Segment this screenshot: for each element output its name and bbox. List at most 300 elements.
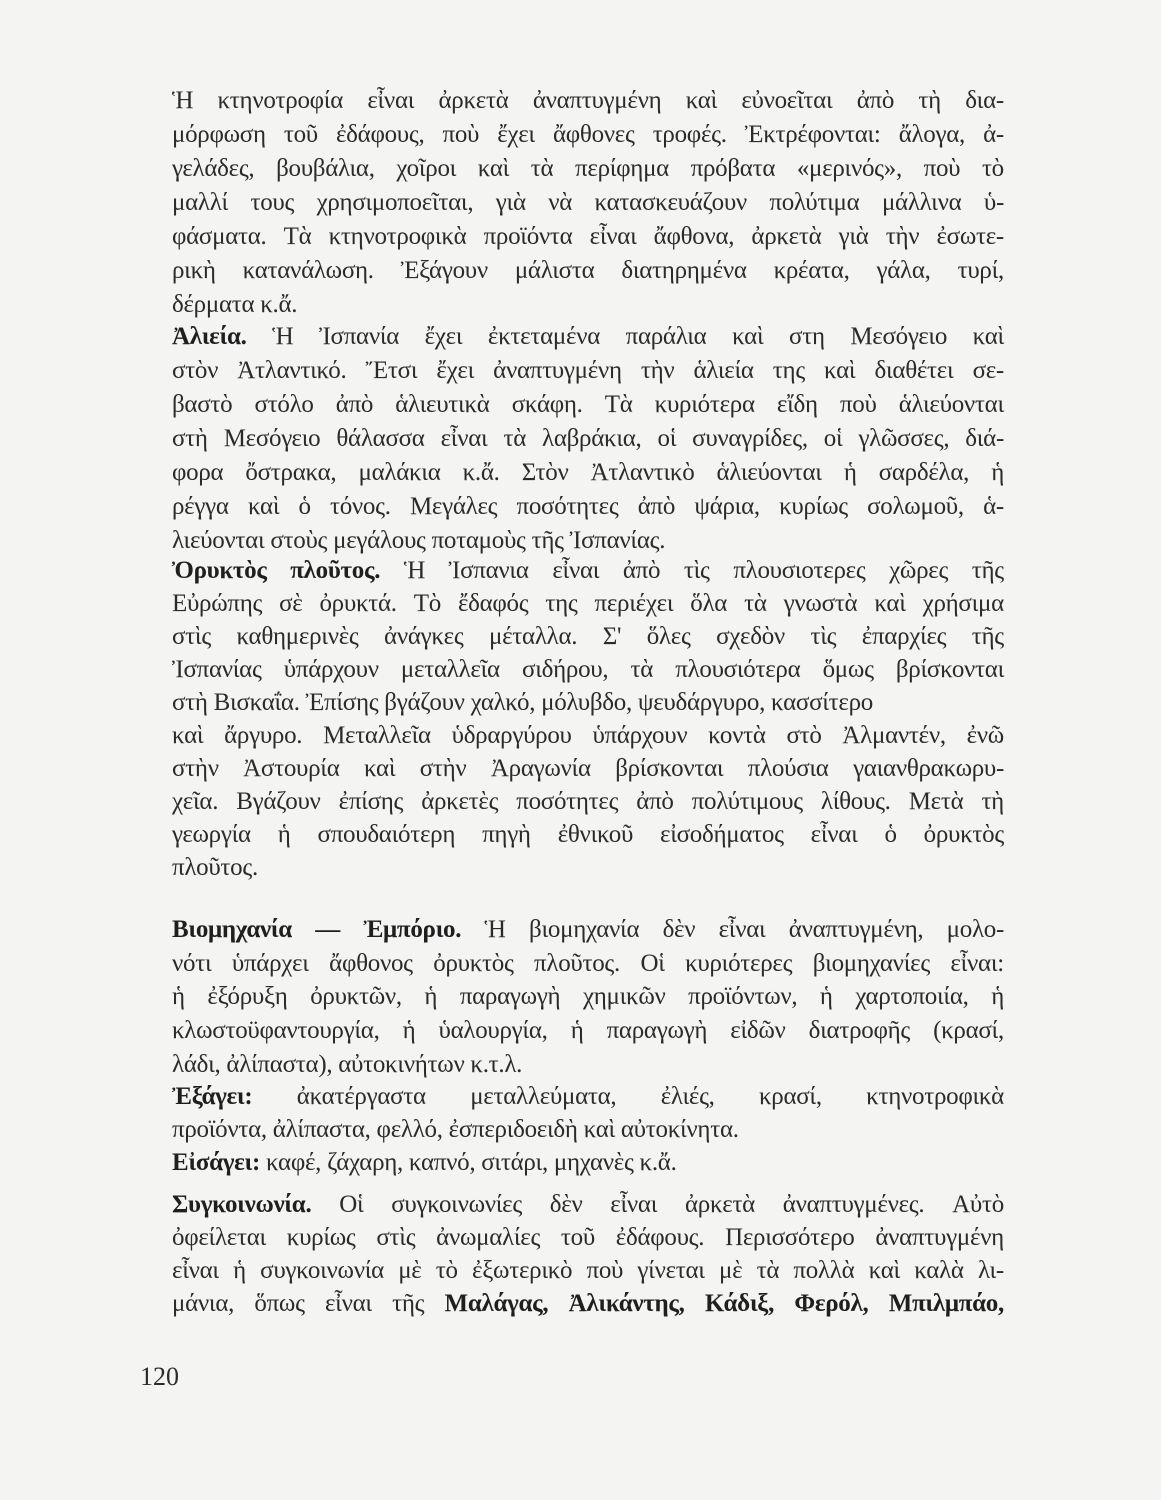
word: μολο- (946, 916, 1004, 943)
word: σὲ (279, 590, 303, 617)
word: ὑ- (983, 189, 1004, 216)
word: ἁλιεία (693, 357, 754, 384)
word: γαιανθρακωρυ- (853, 755, 1004, 782)
word: Εὐρώπης (172, 590, 263, 617)
word: μέταλλα. (488, 623, 578, 650)
word: περιέχει (594, 590, 674, 617)
text-segment: λιεύονται στοὺς μεγάλους ποταμοὺς τῆς Ἰσπανίας. (172, 527, 666, 554)
word: γλῶσσες, (858, 425, 950, 452)
word: σαρδέλα, (878, 459, 970, 486)
text-line (172, 949, 1004, 979)
word: πηγὴ (482, 821, 531, 848)
word: πλουσιότερα (675, 656, 801, 683)
word: διατηρημένα (621, 257, 747, 284)
word: κλωστοϋφαντουργία, (172, 1017, 380, 1044)
text-line (172, 120, 1004, 150)
word: Ἐξάγει: (172, 1083, 253, 1110)
word: ὅμως (822, 656, 874, 683)
word: Συγκοινωνία. (172, 1191, 312, 1218)
word: μεταλλεύματα, (470, 1083, 617, 1110)
word: γάλα, (876, 257, 931, 284)
word: κυριότερες (685, 950, 793, 977)
word: τῆς (392, 1290, 425, 1317)
word: οἱ (823, 425, 843, 452)
word: ἐδάφους, (335, 121, 425, 148)
word: ἄφθονες (552, 121, 635, 148)
word: πολύτιμους (691, 788, 803, 815)
word: Μεταλλεῖα (323, 722, 431, 749)
word: Οἱ (339, 1191, 364, 1218)
word: εἶναι (589, 223, 637, 250)
word: ὀρυκτὸς (923, 821, 1004, 848)
text-line (172, 222, 1004, 252)
word: περίφημα (575, 155, 669, 182)
word: Μεσόγειο (223, 425, 321, 452)
word: καὶ (972, 323, 1004, 350)
word: μὲ (719, 1257, 743, 1284)
word: μαλάκια (358, 459, 441, 486)
word: ὄστρακα, (245, 459, 337, 486)
word: χρήσιμα (922, 590, 1004, 617)
word: εἶναι (610, 1191, 658, 1218)
word: ἀναπτυγμένες. (782, 1191, 925, 1218)
word: μάλιστα (514, 257, 595, 284)
word: συναγρίδες, (692, 425, 808, 452)
word: Ἀτλαντικό. (237, 357, 347, 384)
text-line (172, 424, 1004, 454)
word: τὰ (630, 656, 654, 683)
word: τὴν (640, 357, 675, 384)
section-heading: Εἰσάγει: (172, 1149, 261, 1176)
word: ἐπίσης (338, 788, 404, 815)
word: εἰσοδήματος (660, 821, 784, 848)
word: ἀπὸ (335, 391, 374, 418)
word: ποσότητες (516, 493, 619, 520)
word: ἀρκετὰ (751, 223, 822, 250)
word: Μεσόγειο (850, 323, 948, 350)
word: ψάρια, (694, 493, 760, 520)
word: Αὐτὸ (952, 1191, 1004, 1218)
word: ἁλιεύονται (898, 391, 1004, 418)
word: κτηνοτροφικὰ (328, 223, 467, 250)
word: καὶ (732, 323, 764, 350)
word: τὰ (503, 425, 527, 452)
word: στὶς (376, 1224, 416, 1251)
word: ἁλιεύονται (716, 459, 822, 486)
text-line (172, 556, 1004, 586)
word: βρίσκονται (615, 755, 724, 782)
word: στόλο (254, 391, 314, 418)
word: Ἀτλαντικὸ (590, 459, 695, 486)
word: της (772, 357, 805, 384)
word: ἀρκετὲς (421, 788, 499, 815)
word: βαστὸ (172, 391, 233, 418)
word: ἡ (424, 983, 438, 1010)
word: κατασκευάζουν (594, 189, 747, 216)
word: τοῦ (283, 121, 318, 148)
text-line (172, 1223, 1004, 1253)
word: κρέατα, (773, 257, 850, 284)
word: ποσότητες (516, 788, 619, 815)
word: στὸ (786, 722, 822, 749)
word: «μερινός», (796, 155, 902, 182)
word: τυρί, (957, 257, 1004, 284)
word: Βγάζουν (236, 788, 321, 815)
word: ἡ (172, 983, 185, 1010)
text-segment: καφέ, ζάχαρη, καπνό, σιτάρι, μηχανὲς κ.ἄ. (260, 1149, 677, 1176)
text-line (172, 322, 1004, 352)
word: βιομηχανίες (812, 950, 930, 977)
text-line (172, 1190, 1004, 1220)
word: Ἡ (484, 916, 506, 943)
word: ἀ- (983, 121, 1004, 148)
word: Ἡ (272, 323, 294, 350)
word: Ἐκτρέφονται: (744, 121, 881, 148)
word: ἐδάφους. (615, 1224, 705, 1251)
word: ὀφείλεται (172, 1224, 266, 1251)
word: σχεδὸν (716, 623, 785, 650)
word: εἶναι (718, 916, 766, 943)
word: ἀναπτυγμένη (532, 87, 662, 114)
word: χεῖα. (172, 788, 219, 815)
text-line (172, 492, 1004, 522)
word: ὅπως (254, 1290, 305, 1317)
word: Ἀστουρία (243, 755, 340, 782)
word: Μεγάλες (409, 493, 498, 520)
word: ἐνῶ (966, 722, 1004, 749)
word: ἡ (843, 459, 857, 486)
word: γελάδες, (172, 155, 255, 182)
word: τῆς (971, 557, 1004, 584)
text-line (172, 256, 1004, 286)
text-line (172, 356, 1004, 386)
word: ἐκτεταμένα (487, 323, 601, 350)
word: Τὰ (604, 391, 633, 418)
word: γίνεται (637, 1257, 705, 1284)
word: χημικῶν (582, 983, 666, 1010)
word: καλὰ (914, 1257, 964, 1284)
text-line (172, 1256, 1004, 1286)
word: Ἐξάγουν (400, 257, 488, 284)
word: παραγωγὴ (606, 1017, 708, 1044)
word: καὶ (172, 722, 204, 749)
text-line (172, 390, 1004, 420)
word: συγκοινωνία (260, 1257, 384, 1284)
word: ἡ (277, 821, 291, 848)
word: ὑπάρχουν (592, 722, 688, 749)
word: ἁ- (983, 493, 1004, 520)
word: καθημερινὲς (236, 623, 359, 650)
word: δια- (965, 87, 1004, 114)
word: ἁλιευτικὰ (395, 391, 490, 418)
word: γιὰ (838, 223, 869, 250)
word: ἐπαρχίες (861, 623, 947, 650)
word: Τὸ (413, 590, 441, 617)
word: φάσματα. (172, 223, 267, 250)
word: γεωργία (172, 821, 251, 848)
word: καὶ (868, 1257, 900, 1284)
word: ὀρυκτῶν, (310, 983, 402, 1010)
word: χῶρες (889, 557, 949, 584)
word: ἀνάγκες (384, 623, 464, 650)
word: δὲν (662, 916, 696, 943)
word: τοῦ (560, 1224, 595, 1251)
word: ἄργυρο. (224, 722, 303, 749)
word: τόνος. (329, 493, 391, 520)
word: φορα (172, 459, 224, 486)
word: Οἱ (640, 950, 665, 977)
text-line (172, 154, 1004, 184)
word: εἶναι (810, 821, 858, 848)
word: μάλλινα (881, 189, 962, 216)
word: στὴν (172, 755, 219, 782)
word: ἔχει (424, 323, 463, 350)
word: καὶ (477, 155, 510, 182)
word: Ἀλικάντης, (568, 1290, 685, 1317)
text-line (172, 655, 1004, 685)
text-line (172, 1082, 1004, 1112)
word: Ἐμπόριο. (363, 916, 462, 943)
page-number: 120 (140, 1362, 179, 1391)
word: ἔδαφός (457, 590, 529, 617)
word: ἐσωτε- (936, 223, 1004, 250)
word: τὰ (744, 590, 767, 617)
text-line (172, 754, 1004, 784)
word: πλουσιοτερες (733, 557, 866, 584)
word: νὰ (548, 189, 573, 216)
word: ποὺ (586, 1257, 624, 1284)
word: Ἔτσι (365, 357, 418, 384)
word: τὸ (435, 1257, 458, 1284)
word: συγκοινωνίες (391, 1191, 522, 1218)
word: ὑπάρχει (231, 950, 309, 977)
word: ρέγγα (172, 493, 229, 520)
word: ἀναπτυγμένη (493, 357, 622, 384)
word: χρησιμοποεῖται, (316, 189, 474, 216)
word: ἄφθονος (329, 950, 413, 977)
word: γνωστὰ (783, 590, 858, 617)
word: εὐνοεῖται (741, 87, 833, 114)
word: ἐθνικοῦ (557, 821, 634, 848)
word: ἔχει (497, 121, 535, 148)
text-line (172, 1050, 1004, 1080)
word: ἡ (570, 1017, 584, 1044)
word: πλούσια (747, 755, 829, 782)
word: στὴ (172, 425, 208, 452)
text-line (172, 1289, 1004, 1319)
word: τὴν (885, 223, 920, 250)
word: πολλὰ (793, 1257, 855, 1284)
word: βιομηχανία (529, 916, 640, 943)
word: ὁ (884, 821, 897, 848)
word: ὅλα (690, 590, 728, 617)
word: εἰδῶν (730, 1017, 786, 1044)
word: παράλια (625, 323, 707, 350)
word: σε- (972, 357, 1004, 384)
text-segment: δέρματα κ.ἄ. (172, 291, 298, 318)
word: μὲ (398, 1257, 422, 1284)
word: ὀρυκτά. (319, 590, 397, 617)
word: πλοῦτος. (290, 557, 381, 584)
word: Ἡ (172, 87, 194, 114)
text-line (172, 1016, 1004, 1046)
word: εἶναι (172, 1257, 219, 1284)
text-line (172, 915, 1004, 945)
word: σιδήρου, (522, 656, 609, 683)
text-line (172, 290, 1004, 320)
word: ἐλιές, (660, 1083, 715, 1110)
word: Μαλάγας, (444, 1290, 549, 1317)
word: στὴν (419, 755, 467, 782)
word: χαρτοποιία, (855, 983, 969, 1010)
text-line (172, 1148, 1004, 1178)
word: σκάφη. (511, 391, 583, 418)
word: βουβάλια, (276, 155, 375, 182)
word: κοντὰ (708, 722, 766, 749)
word: ἐξωτερικὸ (472, 1257, 573, 1284)
word: Ἰσπανια (448, 557, 529, 584)
word: ἀναπτυγμένη, (788, 916, 924, 943)
word: θάλασσα (336, 425, 425, 452)
word: μεταλλεῖα (400, 656, 500, 683)
word: κρασί, (758, 1083, 822, 1110)
word: ὑπάρχουν (283, 656, 379, 683)
word: (κρασί, (933, 1017, 1004, 1044)
word: εἶναι (324, 1290, 372, 1317)
word: ποὺ (923, 155, 961, 182)
word: διαθέτει (874, 357, 954, 384)
word: ἀπὸ (622, 557, 661, 584)
word: κυρίως (779, 493, 848, 520)
word: Ἀλμαντέν, (842, 722, 946, 749)
word: ἀκατέργαστα (296, 1083, 426, 1110)
text-line (172, 820, 1004, 850)
word: ἀπὸ (636, 788, 674, 815)
word: παραγωγὴ (459, 983, 561, 1010)
word: Ἰσπανία (319, 323, 400, 350)
word: καὶ (247, 493, 280, 520)
word: χοῖροι (396, 155, 457, 182)
text-line (172, 688, 1004, 718)
word: μαλλί (172, 189, 228, 216)
word: ποὺ (442, 121, 480, 148)
text-line (172, 86, 1004, 116)
word: ἔχει (436, 357, 475, 384)
text-line (172, 853, 1004, 883)
word: ὑδραργύρου (451, 722, 572, 749)
word: Βιομηχανία (172, 916, 292, 943)
word: ἀνωμαλίες (436, 1224, 541, 1251)
word: Σ' (602, 623, 622, 650)
text-line (172, 721, 1004, 751)
word: καὶ (824, 357, 856, 384)
word: τῆς (971, 623, 1004, 650)
word: καὶ (874, 590, 906, 617)
word: Ἰσπανίας (172, 656, 262, 683)
text-segment: λάδι, ἀλίπαστα), αὐτοκινήτων κ.τ.λ. (172, 1051, 523, 1078)
word: Στὸν (521, 459, 569, 486)
word: προϊόντων, (688, 983, 798, 1010)
text-line (172, 622, 1004, 652)
word: ἡ (233, 1257, 246, 1284)
word: πολύτιμα (769, 189, 860, 216)
word: ἀρκετὰ (438, 87, 509, 114)
word: — (315, 916, 340, 943)
word: εἴδη (776, 391, 818, 418)
word: μόρφωση (172, 121, 266, 148)
word: Κάδιξ, (704, 1290, 775, 1317)
word: ὑαλουργία, (438, 1017, 548, 1044)
word: βρίσκονται (895, 656, 1004, 683)
word: εἶναι (440, 425, 488, 452)
word: τροφές. (652, 121, 727, 148)
word: Μετὰ (908, 788, 964, 815)
word: σπουδαιότερη (317, 821, 456, 848)
word: νότι (172, 950, 212, 977)
word: Ἀραγωνία (490, 755, 591, 782)
word: τὴ (981, 788, 1004, 815)
text-segment: στὴ Βισκαΐα. Ἐπίσης βγάζουν χαλκό, μόλυβδο, ψευδάργυρο, κασσίτερο (172, 689, 873, 716)
word: ἀρκετὰ (684, 1191, 755, 1218)
word: τὶς (810, 623, 837, 650)
word: διά- (965, 425, 1004, 452)
word: ποὺ (839, 391, 877, 418)
word: εἶναι (367, 87, 415, 114)
word: πρόβατα (690, 155, 776, 182)
word: μάνια, (172, 1290, 235, 1317)
word: κτηνοτροφικὰ (866, 1083, 1004, 1110)
word: κατανάλωση. (242, 257, 374, 284)
text-line (172, 188, 1004, 218)
word: της (545, 590, 578, 617)
word: λαβράκια, (542, 425, 642, 452)
text-segment: πλοῦτος. (172, 854, 258, 881)
word: κ.ἄ. (462, 459, 500, 486)
word: σολωμοῦ, (867, 493, 964, 520)
word: κτηνοτροφία (217, 87, 343, 114)
word: Ἀλιεία. (172, 323, 247, 350)
word: ἀπὸ (637, 493, 676, 520)
word: γιὰ (495, 189, 526, 216)
word: στὸν (172, 357, 219, 384)
text-segment: προϊόντα, ἀλίπαστα, φελλό, ἐσπεριδοειδὴ καὶ αὐτοκίνητα. (172, 1116, 739, 1143)
word: λι- (977, 1257, 1004, 1284)
word: καὶ (363, 755, 396, 782)
word: ἐξόρυξη (207, 983, 288, 1010)
word: οἱ (657, 425, 677, 452)
word: κυρίως (286, 1224, 356, 1251)
word: τὶς (683, 557, 710, 584)
word: ἄλογα, (898, 121, 966, 148)
text-line (172, 982, 1004, 1012)
word: ἡ (819, 983, 833, 1010)
text-line (172, 458, 1004, 488)
word: τὴ (918, 87, 941, 114)
word: τους (250, 189, 295, 216)
word: εἶναι (552, 557, 600, 584)
word: διατροφῆς (808, 1017, 910, 1044)
word: στὶς (172, 623, 211, 650)
word: ἀπὸ (856, 87, 895, 114)
word: κυριότερα (654, 391, 755, 418)
word: ἄφθονα, (653, 223, 735, 250)
word: εἶναι: (950, 950, 1004, 977)
word: Περισσότερο (725, 1224, 855, 1251)
word: ὀρυκτὸς (433, 950, 514, 977)
word: ἡ (991, 459, 1004, 486)
text-line (172, 589, 1004, 619)
text-line (172, 787, 1004, 817)
